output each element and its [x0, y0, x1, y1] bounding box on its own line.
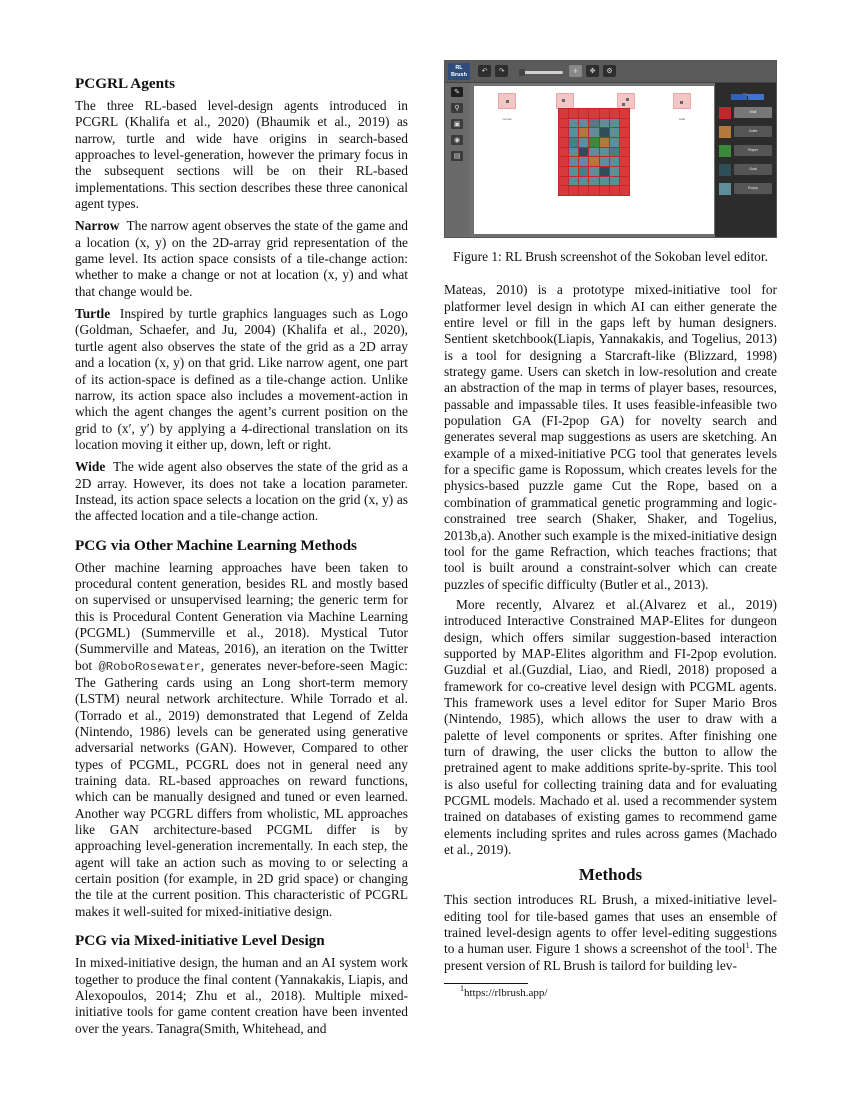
twitter-handle: @RoboRosewater: [98, 659, 201, 674]
other-ml-text-a: Other machine learning approaches have been taken to procedural content generation, besides RL and mostly based on supervised or unsupervised learning; the generic term for this is Procedural Content Generation via Machine Learning (PCGML) (Summerville et al., 2018). Mystical Tutor (Summerville and Mateas, 2016), an iteration on the Twitter bot: [75, 559, 408, 673]
paragraph-mixed-initiative: In mixed-initiative design, the human and an AI system work together to produce the final content (Yannakakis, Liapis, and Alexopoulos, 2014; Zhu et al., 2018). Multiple mixed-initiative tools for game content creation have been invented over the years. Tanagra(Smith, Whitehead, and: [75, 955, 408, 1036]
mode-toggle-a: [731, 94, 747, 100]
suggestion-thumbnail: [617, 93, 635, 109]
mode-toggle-b: [748, 94, 764, 100]
crosshair-icon: ✥: [586, 65, 599, 77]
section-heading-methods: Methods: [578, 865, 643, 885]
suggestion-thumbnail: [673, 93, 691, 109]
goal-swatch: [719, 164, 731, 176]
methods-text: This section introduces RL Brush, a mixed-initiative level-editing tool for tile-based games that uses an ensemble of trained level-design agents to offer level-editing suggestions to a human user. Figure 1 shows a screenshot of the tool: [444, 892, 777, 957]
section-heading-other-ml: PCG via Other Machine Learning Methods: [75, 536, 357, 554]
tool-sidebar: [445, 83, 469, 238]
redo-icon: ↷: [495, 65, 508, 77]
floor-swatch: [719, 183, 731, 195]
palette-button: Empty: [734, 183, 772, 194]
figure-caption: Figure 1: RL Brush screenshot of the Sokoban level editor.: [453, 249, 768, 264]
app-logo: RL Brush: [448, 63, 470, 80]
palette-button: Player: [734, 145, 772, 156]
turtle-description: Inspired by turtle graphics languages such as Logo (Goldman, Schaefer, and Ju, 2004) (Khalifa et al., 2020), turtle agent also observes the state of the grid as a 2D array and a location (x, y) on that grid. Like narrow agent, one part of its action-space is defined as a tile-change action. Unlike narrow, its action space also includes a movement-action in which the agent changes the agent’s current position on the grid to (x′, y′) by applying a 4-directional translation on its location moving it either up, down, left or right.: [75, 306, 408, 452]
sokoban-level-grid: [558, 108, 630, 196]
suggestion-label: narrow: [502, 117, 512, 121]
left-column: [75, 74, 408, 1043]
paragraph-other-ml: [75, 560, 408, 921]
footnote-url: https://rlbrush.app/: [464, 987, 548, 1000]
run-in-heading-turtle: Turtle: [75, 306, 111, 322]
wall-swatch: [719, 107, 731, 119]
palette-button: Wall: [734, 107, 772, 118]
palette-button: Goal: [734, 164, 772, 175]
figure-rl-brush-screenshot: [444, 60, 777, 238]
suggestion-thumbnail: [556, 93, 574, 109]
settings-icon: ⚙: [603, 65, 616, 77]
other-ml-text-b: , generates never-before-seen Magic: The Gathering cards using an Long short-term memory (LSTM) neural network architecture. While Torrado et al. (Torrado et al., 2019) demonstrated that Legend of Zelda (Nintendo, 1986) levels can be generated using generative adversarial networks (GAN). However, Compared to other types of PCGML, PCGRL does not in general need any training data. RL-based approaches on reward functions, which can be manually designed and tuned or even learned. Another way PCGRL differs from wholistic, ML approaches like GAN architecture-based PCGML differ is by approaching level-generation incrementally. In each step, the agent will take an action such as moving to or selecting a certain position (for example, in 2D grid space) or changing the tile at the current position. This characteristic of PCGRL makes it well-suited for mixed-initiative design.: [75, 657, 408, 919]
section-heading-pcgrl-agents: PCGRL Agents: [75, 75, 175, 92]
editor-toolbar: [445, 61, 777, 83]
fill-tool-icon: ▣: [451, 119, 463, 129]
suggestion-label: wide: [678, 117, 686, 121]
footnote-number: 1: [460, 984, 464, 994]
paragraph-wide: [75, 459, 408, 524]
level-canvas: [474, 86, 714, 234]
methods-text-end: . The present version of RL Brush is tailord for building lev-: [444, 941, 777, 973]
run-in-heading-narrow: Narrow: [75, 218, 120, 234]
footnote: [444, 984, 777, 1000]
target-tool-icon: ◉: [451, 135, 463, 145]
paragraph-turtle: [75, 306, 408, 453]
paragraph-narrow: [75, 218, 408, 300]
footnote-marker: 1: [745, 941, 750, 951]
right-column: [444, 60, 777, 1000]
save-tool-icon: ▤: [451, 151, 463, 161]
paragraph-methods: [444, 892, 777, 974]
player-swatch: [719, 145, 731, 157]
add-icon: +: [569, 65, 582, 77]
slider-knob: [519, 69, 525, 76]
section-heading-mixed-initiative: PCG via Mixed-initiative Level Design: [75, 932, 325, 950]
suggestion-thumbnail: [498, 93, 516, 109]
narrow-description: The narrow agent observes the state of the game and a location (x, y) on the 2D-array grid representation of the game level. Its action space consists of a tile-change action: whether to make a change or not at location (x, y) and what that change would be.: [75, 218, 408, 299]
paragraph-more-recently: More recently, Alvarez et al.(Alvarez et al., 2019) introduced Interactive Constrained MAP-Elites for dungeon design, which offers similar suggestion-based interaction supported by MAP-Elites algorithm and FI-2pop evolution. Guzdial et al.(Guzdial, Liao, and Riedl, 2018) proposed a framework for co-creative level design with PCGML agents. This framework uses a level editor for Super Mario Bros (Nintendo, 1985), which allows the user to draw with a palette of level components or sprites. After finishing one turn of drawing, the user clicks the button to allow the pretrained agent to make additions sprite-by-sprite. This tool is also useful for collecting training data and for evaluating PCGML models. Machado et al. used a recommender system trained on databases of existing games to recommend game elements including sprites and rules across games (Machado et al., 2019).: [444, 596, 777, 858]
footnote-rule: [444, 983, 528, 984]
paragraph-pcgrl-intro: The three RL-based level-design agents introduced in PCGRL (Khalifa et al., 2020) (Bhaumik et al., 2019) as narrow, turtle and wide have origins in search-based approaches to level-generation, however the primary focus in the subsequent sections will be on their RL-based implementations. This section describes these three canonical agent types.: [75, 98, 408, 212]
paragraph-tanagra-continued: Mateas, 2010) is a prototype mixed-initiative tool for platformer level design in which AI can either generate the entire level or fill in the gaps left by human designers. Sentient sketchbook(Liapis, Yannakakis, and Togelius, 2013) is a tool for designing a Starcraft-like (Blizzard, 1998) strategy game. Users can sketch in low-resolution and create an abstraction of the map in terms of player bases, resources, passable and impassable tiles. It uses feasible-infeasible two population GA (FI-2pop GA) for novelty search and generates several map suggestions as users are sketching. An example of a mixed-initiative PCG tool that generates levels for a specific game is Ropossum, which creates levels for the physics-based puzzle game Cut the Rope, based on a combination of grammatical genetic programming and logic-constrained tree search (Shaker, Shaker, and Togelius, 2013b,a). Another such example is the mixed-initiative design tool for the game Refraction, which teaches fractions; that tool is built around a constraint-solver which can create puzzles of specific difficulty (Butler et al., 2013).: [444, 282, 777, 592]
pencil-tool-icon: ✎: [451, 87, 463, 97]
undo-icon: ↶: [478, 65, 491, 77]
tile-palette-panel: [715, 83, 777, 238]
palette-button: Crate: [734, 126, 772, 137]
crate-swatch: [719, 126, 731, 138]
pin-tool-icon: ⚲: [451, 103, 463, 113]
run-in-heading-wide: Wide: [75, 459, 106, 475]
zoom-slider: [519, 71, 563, 74]
wide-description: The wide agent also observes the state of the grid as a 2D array. However, its does not take a location parameter. Instead, its action space selects a location on the grid (x, y) as the affected location and a tile-change action.: [75, 459, 408, 524]
